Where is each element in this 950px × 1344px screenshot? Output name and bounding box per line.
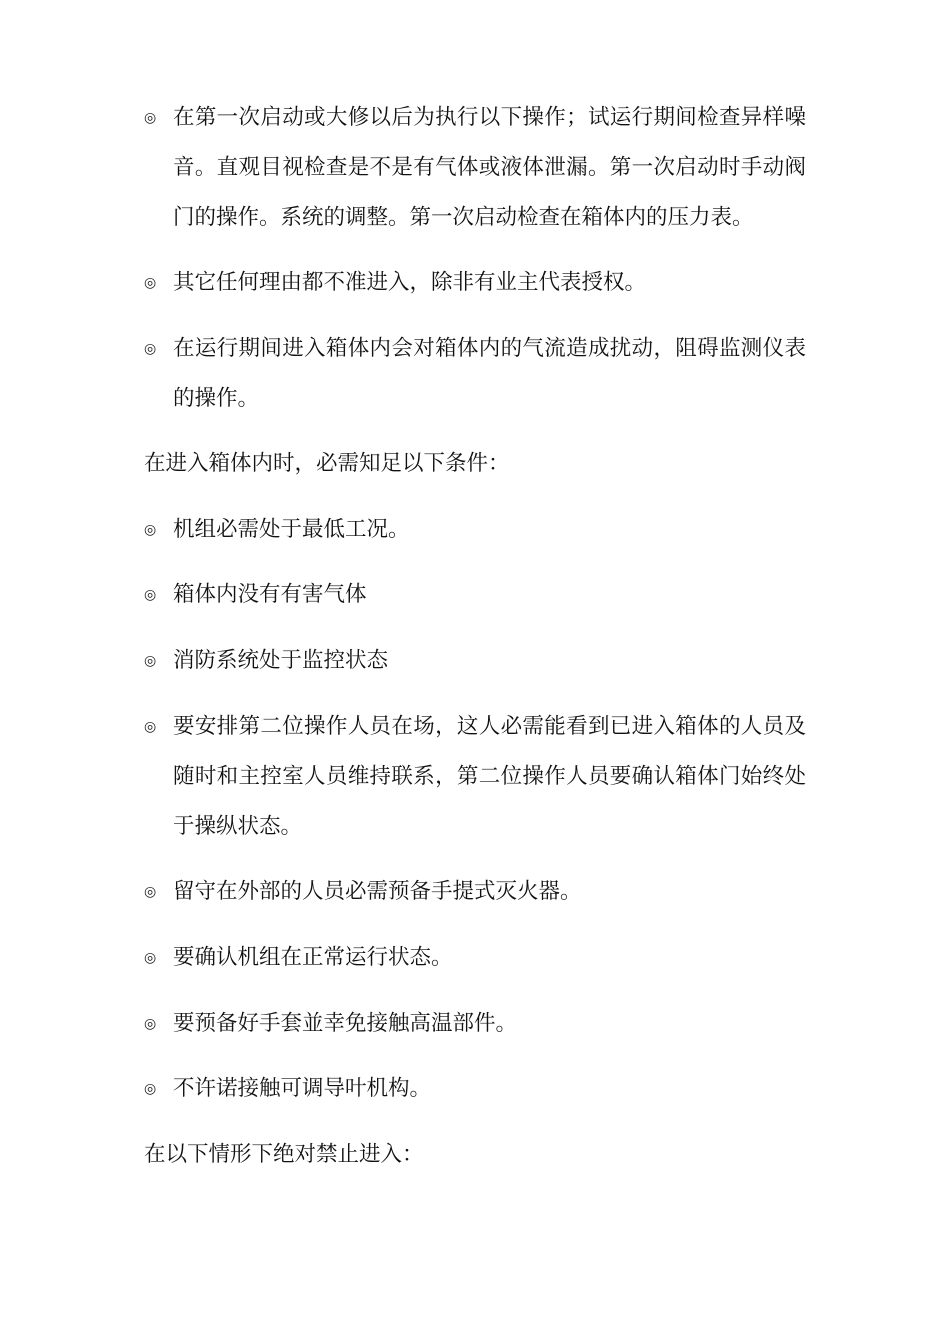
list-item-text: 机组必需处于最低工况。 (173, 517, 410, 542)
bullet-icon: ◎ (144, 950, 157, 966)
list-item-text: 要确认机组在正常运行状态。 (173, 945, 453, 970)
list-item (144, 636, 806, 686)
list-item-text: 不许诺接触可调导叶机构。 (173, 1076, 432, 1101)
bullet-icon: ◎ (144, 341, 157, 357)
bullet-icon: ◎ (144, 719, 157, 735)
list-item (144, 867, 806, 917)
paragraph (144, 1130, 806, 1180)
paragraph-text: 在以下情形下绝对禁止进入： (144, 1142, 424, 1167)
list-item (144, 258, 806, 308)
list-item (144, 1064, 806, 1114)
bullet-icon: ◎ (144, 587, 157, 603)
list-item (144, 933, 806, 983)
list-item (144, 324, 806, 424)
paragraph-text: 在进入箱体内时，必需知足以下条件： (144, 451, 510, 476)
list-item-text: 在运行期间进入箱体内会对箱体内的气流造成扰动，阻碍监测仪表的操作。 (173, 336, 806, 411)
bullet-icon: ◎ (144, 653, 157, 669)
list-item (144, 93, 806, 243)
list-item-text: 在第一次启动或大修以后为执行以下操作；试运行期间检查异样噪音。直观目视检查是不是有气体或液体泄漏。第一次启动时手动阀门的操作。系统的调整。第一次启动检查在箱体内的压力表。 (173, 105, 806, 230)
bullet-icon: ◎ (144, 110, 157, 126)
list-item-text: 消防系统处于监控状态 (173, 648, 389, 673)
list-item-text: 要安排第二位操作人员在场，这人必需能看到已进入箱体的人员及随时和主控室人员维持联系，第二位操作人员要确认箱体门始终处于操纵状态。 (173, 714, 806, 839)
list-item-text: 留守在外部的人员必需预备手提式灭火器。 (173, 879, 582, 904)
bullet-icon: ◎ (144, 884, 157, 900)
list-item (144, 505, 806, 555)
list-item-text: 其它任何理由都不准进入，除非有业主代表授权。 (173, 270, 647, 295)
list-item-text: 要预备好手套並幸免接触高温部件。 (173, 1011, 518, 1036)
list-item-text: 箱体内没有有害气体 (173, 582, 367, 607)
bullet-icon: ◎ (144, 522, 157, 538)
paragraph (144, 439, 806, 489)
list-item (144, 570, 806, 620)
list-item (144, 999, 806, 1049)
list-item (144, 702, 806, 852)
bullet-icon: ◎ (144, 1081, 157, 1097)
bullet-icon: ◎ (144, 1016, 157, 1032)
bullet-icon: ◎ (144, 275, 157, 291)
